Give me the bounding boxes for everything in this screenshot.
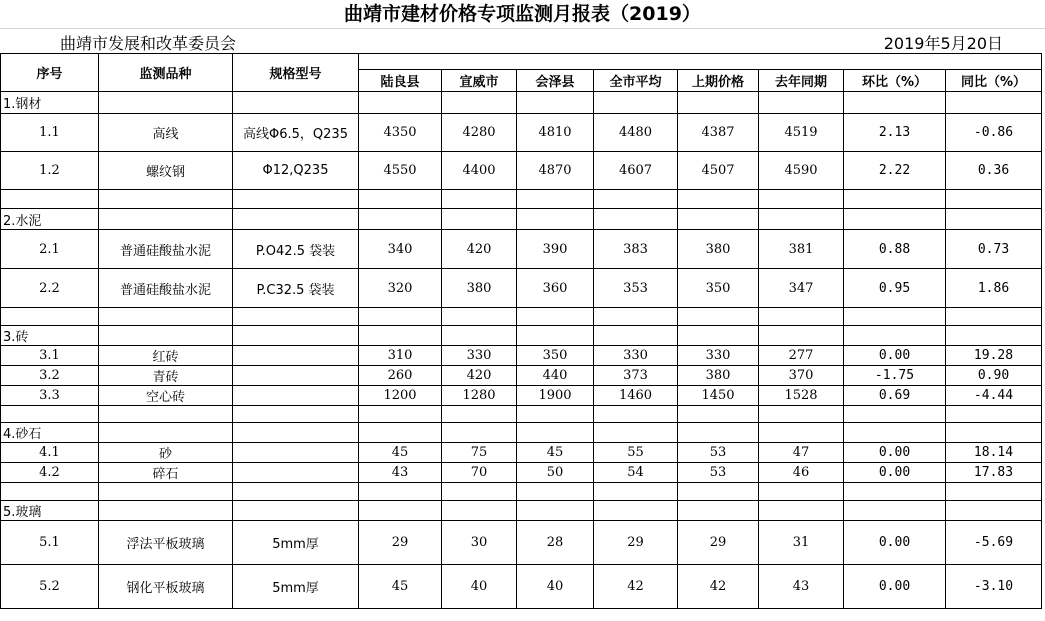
empty-cell [233, 92, 359, 114]
last-year-price: 370 [759, 366, 844, 386]
empty-cell [678, 308, 759, 326]
empty-cell [517, 308, 594, 326]
item-spec [233, 386, 359, 406]
yoy-percent: -0.86 [946, 114, 1042, 152]
mom-percent: 0.95 [844, 269, 946, 308]
luliang-price: 45 [359, 443, 442, 463]
city-avg-price: 330 [594, 346, 678, 366]
empty-cell [594, 483, 678, 501]
item-index: 3.2 [1, 366, 99, 386]
item-name: 空心砖 [99, 386, 233, 406]
huize-price: 50 [517, 463, 594, 483]
empty-cell [946, 423, 1042, 443]
yoy-percent: 0.73 [946, 230, 1042, 269]
item-name: 青砖 [99, 366, 233, 386]
category-label: 4.砂石 [1, 423, 99, 443]
xuanwei-price: 30 [442, 521, 517, 565]
luliang-price: 4350 [359, 114, 442, 152]
empty-cell [517, 209, 594, 230]
empty-cell [946, 308, 1042, 326]
empty-cell [99, 501, 233, 521]
spacer-row [1, 483, 1042, 501]
empty-cell [359, 326, 442, 346]
empty-cell [517, 501, 594, 521]
empty-cell [844, 423, 946, 443]
empty-cell [233, 501, 359, 521]
item-spec: P.C32.5 袋装 [233, 269, 359, 308]
header-spec: 规格型号 [233, 54, 359, 92]
item-row [1, 463, 1042, 483]
item-index: 2.2 [1, 269, 99, 308]
prev-period-price: 4387 [678, 114, 759, 152]
huize-price: 350 [517, 346, 594, 366]
xuanwei-price: 75 [442, 443, 517, 463]
item-name: 高线 [99, 114, 233, 152]
empty-cell [233, 423, 359, 443]
spacer-row [1, 308, 1042, 326]
empty-cell [442, 483, 517, 501]
empty-cell [678, 423, 759, 443]
city-avg-price: 353 [594, 269, 678, 308]
item-index: 4.2 [1, 463, 99, 483]
prev-period-price: 330 [678, 346, 759, 366]
empty-cell [678, 406, 759, 423]
empty-cell [844, 308, 946, 326]
xuanwei-price: 40 [442, 565, 517, 609]
item-spec: Φ12,Q235 [233, 152, 359, 190]
header-huize: 会泽县 [517, 70, 594, 92]
prev-period-price: 29 [678, 521, 759, 565]
empty-cell [359, 190, 442, 209]
huize-price: 440 [517, 366, 594, 386]
empty-cell [759, 92, 844, 114]
yoy-percent: 0.90 [946, 366, 1042, 386]
empty-cell [759, 501, 844, 521]
item-name: 钢化平板玻璃 [99, 565, 233, 609]
empty-cell [99, 209, 233, 230]
mom-percent: 2.13 [844, 114, 946, 152]
xuanwei-price: 1280 [442, 386, 517, 406]
item-name: 碎石 [99, 463, 233, 483]
empty-cell [594, 190, 678, 209]
luliang-price: 320 [359, 269, 442, 308]
item-spec [233, 443, 359, 463]
category-row [1, 501, 1042, 521]
yoy-percent: 19.28 [946, 346, 1042, 366]
item-spec: P.O42.5 袋装 [233, 230, 359, 269]
empty-cell [844, 326, 946, 346]
item-row [1, 269, 1042, 308]
mom-percent: 0.69 [844, 386, 946, 406]
empty-cell [359, 423, 442, 443]
empty-cell [759, 483, 844, 501]
last-year-price: 47 [759, 443, 844, 463]
empty-cell [844, 190, 946, 209]
empty-cell [517, 92, 594, 114]
item-row [1, 114, 1042, 152]
header-last-year: 去年同期 [759, 70, 844, 92]
luliang-price: 340 [359, 230, 442, 269]
category-row [1, 209, 1042, 230]
empty-cell [1, 190, 99, 209]
last-year-price: 381 [759, 230, 844, 269]
huize-price: 390 [517, 230, 594, 269]
luliang-price: 260 [359, 366, 442, 386]
city-avg-price: 42 [594, 565, 678, 609]
empty-cell [359, 406, 442, 423]
empty-cell [946, 483, 1042, 501]
empty-cell [359, 92, 442, 114]
report-date: 2019年5月20日 [883, 34, 1003, 53]
header-city-avg: 全市平均 [594, 70, 678, 92]
empty-cell [442, 209, 517, 230]
empty-cell [359, 501, 442, 521]
huize-price: 45 [517, 443, 594, 463]
empty-cell [359, 308, 442, 326]
xuanwei-price: 4400 [442, 152, 517, 190]
item-name: 浮法平板玻璃 [99, 521, 233, 565]
item-index: 1.2 [1, 152, 99, 190]
empty-cell [99, 308, 233, 326]
last-year-price: 347 [759, 269, 844, 308]
mom-percent: 0.00 [844, 463, 946, 483]
header-blank-band [359, 54, 1042, 70]
empty-cell [517, 483, 594, 501]
last-year-price: 4519 [759, 114, 844, 152]
report-organization: 曲靖市发展和改革委员会 [60, 34, 237, 53]
item-name: 普通硅酸盐水泥 [99, 230, 233, 269]
xuanwei-price: 380 [442, 269, 517, 308]
empty-cell [946, 501, 1042, 521]
empty-cell [759, 209, 844, 230]
luliang-price: 1200 [359, 386, 442, 406]
empty-cell [946, 326, 1042, 346]
empty-cell [759, 326, 844, 346]
report-title: 曲靖市建材价格专项监测月报表（2019） [344, 3, 701, 25]
empty-cell [594, 326, 678, 346]
empty-cell [759, 423, 844, 443]
empty-cell [678, 190, 759, 209]
mom-percent: 0.00 [844, 346, 946, 366]
yoy-percent: 0.36 [946, 152, 1042, 190]
item-row [1, 386, 1042, 406]
empty-cell [233, 483, 359, 501]
empty-cell [759, 308, 844, 326]
prev-period-price: 1450 [678, 386, 759, 406]
city-avg-price: 54 [594, 463, 678, 483]
empty-cell [442, 190, 517, 209]
item-spec: 5mm厚 [233, 565, 359, 609]
item-index: 4.1 [1, 443, 99, 463]
empty-cell [678, 326, 759, 346]
city-avg-price: 383 [594, 230, 678, 269]
empty-cell [99, 483, 233, 501]
item-spec [233, 366, 359, 386]
empty-cell [594, 406, 678, 423]
city-avg-price: 1460 [594, 386, 678, 406]
spacer-row [1, 190, 1042, 209]
empty-cell [442, 326, 517, 346]
xuanwei-price: 330 [442, 346, 517, 366]
empty-cell [594, 92, 678, 114]
empty-cell [1, 483, 99, 501]
luliang-price: 29 [359, 521, 442, 565]
luliang-price: 4550 [359, 152, 442, 190]
item-name: 砂 [99, 443, 233, 463]
mom-percent: -1.75 [844, 366, 946, 386]
empty-cell [359, 483, 442, 501]
price-table [0, 53, 1042, 609]
yoy-percent: 17.83 [946, 463, 1042, 483]
header-prev-period: 上期价格 [678, 70, 759, 92]
mom-percent: 0.88 [844, 230, 946, 269]
empty-cell [442, 501, 517, 521]
empty-cell [946, 190, 1042, 209]
header-mom: 环比（%） [844, 70, 946, 92]
city-avg-price: 373 [594, 366, 678, 386]
item-spec: 5mm厚 [233, 521, 359, 565]
empty-cell [844, 209, 946, 230]
item-index: 3.1 [1, 346, 99, 366]
item-row [1, 152, 1042, 190]
empty-cell [99, 92, 233, 114]
empty-cell [99, 326, 233, 346]
item-name: 螺纹钢 [99, 152, 233, 190]
empty-cell [844, 92, 946, 114]
header-xuanwei: 宣威市 [442, 70, 517, 92]
prev-period-price: 53 [678, 463, 759, 483]
title-divider [0, 28, 1045, 29]
item-index: 5.2 [1, 565, 99, 609]
prev-period-price: 350 [678, 269, 759, 308]
last-year-price: 31 [759, 521, 844, 565]
item-spec: 高线Φ6.5，Q235 [233, 114, 359, 152]
empty-cell [233, 190, 359, 209]
category-label: 3.砖 [1, 326, 99, 346]
item-index: 1.1 [1, 114, 99, 152]
category-label: 2.水泥 [1, 209, 99, 230]
empty-cell [678, 501, 759, 521]
category-row [1, 92, 1042, 114]
mom-percent: 2.22 [844, 152, 946, 190]
empty-cell [844, 501, 946, 521]
yoy-percent: 18.14 [946, 443, 1042, 463]
empty-cell [678, 92, 759, 114]
header-item: 监测品种 [99, 54, 233, 92]
empty-cell [678, 209, 759, 230]
empty-cell [442, 423, 517, 443]
empty-cell [678, 483, 759, 501]
huize-price: 4810 [517, 114, 594, 152]
empty-cell [233, 308, 359, 326]
prev-period-price: 4507 [678, 152, 759, 190]
last-year-price: 46 [759, 463, 844, 483]
item-row [1, 366, 1042, 386]
category-row [1, 423, 1042, 443]
header-index: 序号 [1, 54, 99, 92]
item-index: 3.3 [1, 386, 99, 406]
empty-cell [233, 209, 359, 230]
city-avg-price: 4480 [594, 114, 678, 152]
empty-cell [517, 423, 594, 443]
item-row [1, 443, 1042, 463]
prev-period-price: 380 [678, 230, 759, 269]
item-index: 5.1 [1, 521, 99, 565]
empty-cell [1, 406, 99, 423]
mom-percent: 0.00 [844, 521, 946, 565]
empty-cell [594, 501, 678, 521]
huize-price: 40 [517, 565, 594, 609]
item-row [1, 521, 1042, 565]
item-row [1, 230, 1042, 269]
empty-cell [442, 92, 517, 114]
prev-period-price: 380 [678, 366, 759, 386]
city-avg-price: 4607 [594, 152, 678, 190]
item-name: 红砖 [99, 346, 233, 366]
huize-price: 4870 [517, 152, 594, 190]
empty-cell [594, 209, 678, 230]
yoy-percent: -3.10 [946, 565, 1042, 609]
empty-cell [946, 92, 1042, 114]
last-year-price: 277 [759, 346, 844, 366]
prev-period-price: 42 [678, 565, 759, 609]
empty-cell [517, 190, 594, 209]
huize-price: 360 [517, 269, 594, 308]
huize-price: 1900 [517, 386, 594, 406]
yoy-percent: -4.44 [946, 386, 1042, 406]
xuanwei-price: 420 [442, 366, 517, 386]
category-label: 1.钢材 [1, 92, 99, 114]
item-spec [233, 346, 359, 366]
item-row [1, 346, 1042, 366]
xuanwei-price: 420 [442, 230, 517, 269]
empty-cell [1, 308, 99, 326]
last-year-price: 1528 [759, 386, 844, 406]
spacer-row [1, 406, 1042, 423]
empty-cell [844, 483, 946, 501]
mom-percent: 0.00 [844, 565, 946, 609]
empty-cell [99, 423, 233, 443]
empty-cell [946, 209, 1042, 230]
empty-cell [233, 326, 359, 346]
empty-cell [946, 406, 1042, 423]
item-spec [233, 463, 359, 483]
luliang-price: 43 [359, 463, 442, 483]
header-yoy: 同比（%） [946, 70, 1042, 92]
luliang-price: 310 [359, 346, 442, 366]
category-row [1, 326, 1042, 346]
huize-price: 28 [517, 521, 594, 565]
header-luliang: 陆良县 [359, 70, 442, 92]
last-year-price: 4590 [759, 152, 844, 190]
prev-period-price: 53 [678, 443, 759, 463]
empty-cell [844, 406, 946, 423]
empty-cell [99, 190, 233, 209]
empty-cell [442, 406, 517, 423]
last-year-price: 43 [759, 565, 844, 609]
xuanwei-price: 4280 [442, 114, 517, 152]
empty-cell [759, 406, 844, 423]
empty-cell [359, 209, 442, 230]
empty-cell [517, 326, 594, 346]
item-name: 普通硅酸盐水泥 [99, 269, 233, 308]
xuanwei-price: 70 [442, 463, 517, 483]
empty-cell [442, 308, 517, 326]
empty-cell [759, 190, 844, 209]
luliang-price: 45 [359, 565, 442, 609]
category-label: 5.玻璃 [1, 501, 99, 521]
mom-percent: 0.00 [844, 443, 946, 463]
item-index: 2.1 [1, 230, 99, 269]
empty-cell [517, 406, 594, 423]
yoy-percent: 1.86 [946, 269, 1042, 308]
header-row-top [1, 54, 1042, 70]
yoy-percent: -5.69 [946, 521, 1042, 565]
city-avg-price: 29 [594, 521, 678, 565]
item-row [1, 565, 1042, 609]
city-avg-price: 55 [594, 443, 678, 463]
empty-cell [594, 423, 678, 443]
empty-cell [99, 406, 233, 423]
empty-cell [233, 406, 359, 423]
empty-cell [594, 308, 678, 326]
